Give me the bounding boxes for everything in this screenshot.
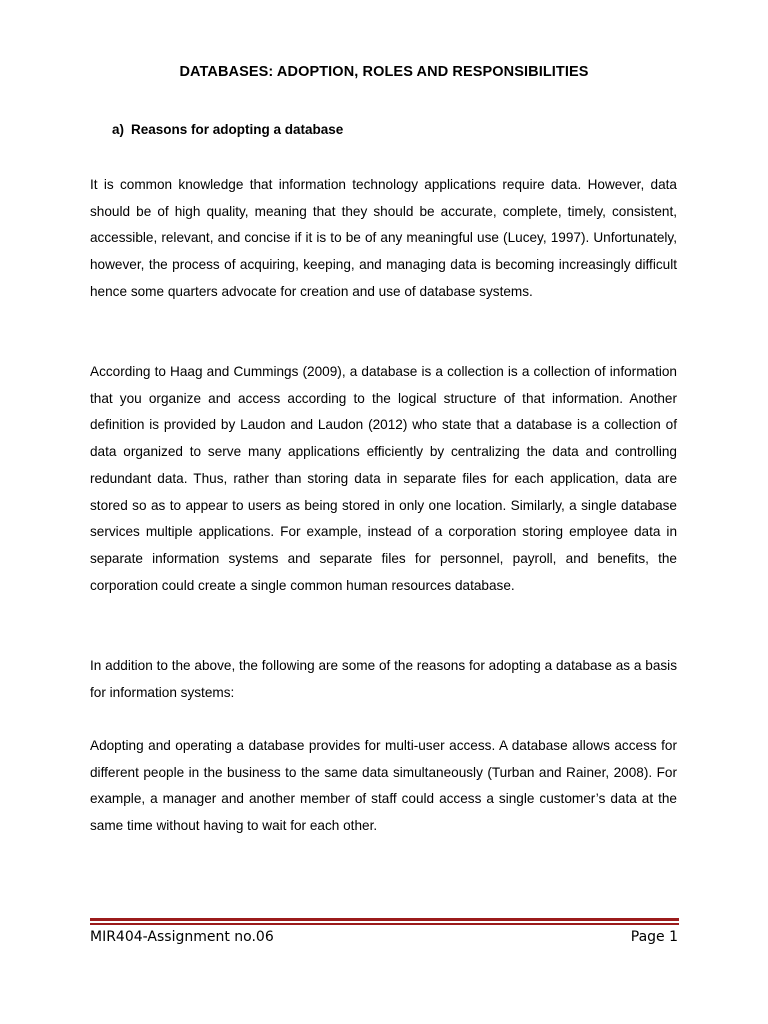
document-title: DATABASES: ADOPTION, ROLES AND RESPONSIBILITIES: [179, 64, 589, 80]
footer-page-number: Page 1: [630, 929, 678, 945]
section-marker: a): [112, 122, 125, 137]
footer-assignment-label: MIR404-Assignment no.06: [90, 929, 274, 945]
paragraph-2: According to Haag and Cummings (2009), a database is a collection is a collection of information that you organize and access according to the logical structure of that information. Another definition is provided by Laudon and Laudon (2012) who state that a database is a collection of data organized to serve many applications efficiently by centralizing the data and controlling redundant data. Thus, rather than storing data in separate files for each application, data are stored so as to appear to users as being stored in only one location. Similarly, a single database services multiple applications. For example, instead of a corporation storing employee data in separate information systems and separate files for personnel, payroll, and benefits, the corporation could create a single common human resources database.: [90, 364, 677, 593]
paragraph-3: In addition to the above, the following are some of the reasons for adopting a database as a basis for information systems:: [90, 658, 677, 700]
footer-rule-top: [90, 918, 679, 921]
paragraph-1: It is common knowledge that information technology applications require data. However, data should be of high quality, meaning that they should be accurate, complete, timely, consistent, accessible, relevant, and concise if it is to be of any meaningful use (Lucey, 1997). Unfortunately, however, the process of acquiring, keeping, and managing data is becoming increasingly difficult hence some quarters advocate for creation and use of database systems.: [90, 177, 677, 299]
section-heading-text: Reasons for adopting a database: [131, 122, 344, 137]
section-heading: [112, 122, 343, 137]
footer-rule-bottom: [90, 923, 679, 925]
paragraph-4: Adopting and operating a database provides for multi-user access. A database allows access for different people in the business to the same data simultaneously (Turban and Rainer, 2008). For example, a manager and another member of staff could access a single customer’s data at the same time without having to wait for each other.: [90, 738, 677, 834]
